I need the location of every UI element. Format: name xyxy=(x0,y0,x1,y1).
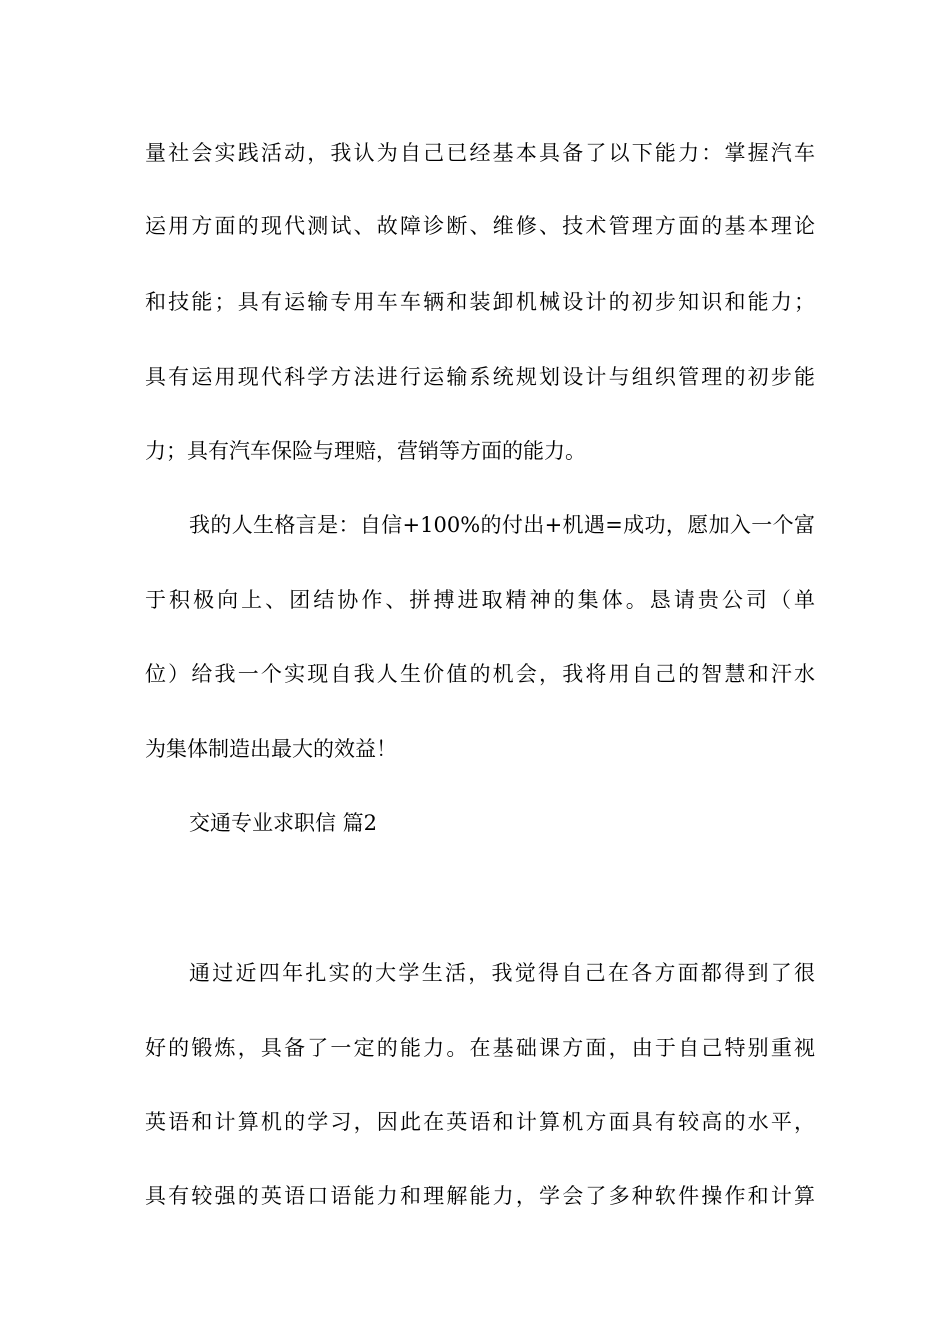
paragraph-line: 量社会实践活动，我认为自己已经基本具备了以下能力：掌握汽车 xyxy=(145,141,815,165)
paragraph-line: 好的锻炼，具备了一定的能力。在基础课方面，由于自己特别重视 xyxy=(145,1036,815,1060)
paragraph-line: 具有较强的英语口语能力和理解能力，学会了多种软件操作和计算 xyxy=(145,1184,815,1208)
paragraph-line: 于积极向上、团结协作、拼搏进取精神的集体。恳请贵公司（单 xyxy=(145,588,815,612)
paragraph-line: 和技能；具有运输专用车车辆和装卸机械设计的初步知识和能力； xyxy=(145,290,815,314)
paragraph-line: 具有运用现代科学方法进行运输系统规划设计与组织管理的初步能 xyxy=(145,365,815,389)
paragraph-line: 通过近四年扎实的大学生活，我觉得自己在各方面都得到了很 xyxy=(189,961,815,985)
section-heading: 交通专业求职信 篇2 xyxy=(189,811,378,835)
paragraph-line: 为集体制造出最大的效益！ xyxy=(145,737,397,761)
paragraph-line: 位）给我一个实现自我人生价值的机会，我将用自己的智慧和汗水 xyxy=(145,662,815,686)
paragraph-line: 英语和计算机的学习，因此在英语和计算机方面具有较高的水平， xyxy=(145,1110,815,1134)
paragraph-line: 我的人生格言是：自信+100%的付出+机遇=成功，愿加入一个富 xyxy=(189,513,815,537)
paragraph-line: 运用方面的现代测试、故障诊断、维修、技术管理方面的基本理论 xyxy=(145,214,815,238)
paragraph-line: 力；具有汽车保险与理赔，营销等方面的能力。 xyxy=(145,439,586,463)
